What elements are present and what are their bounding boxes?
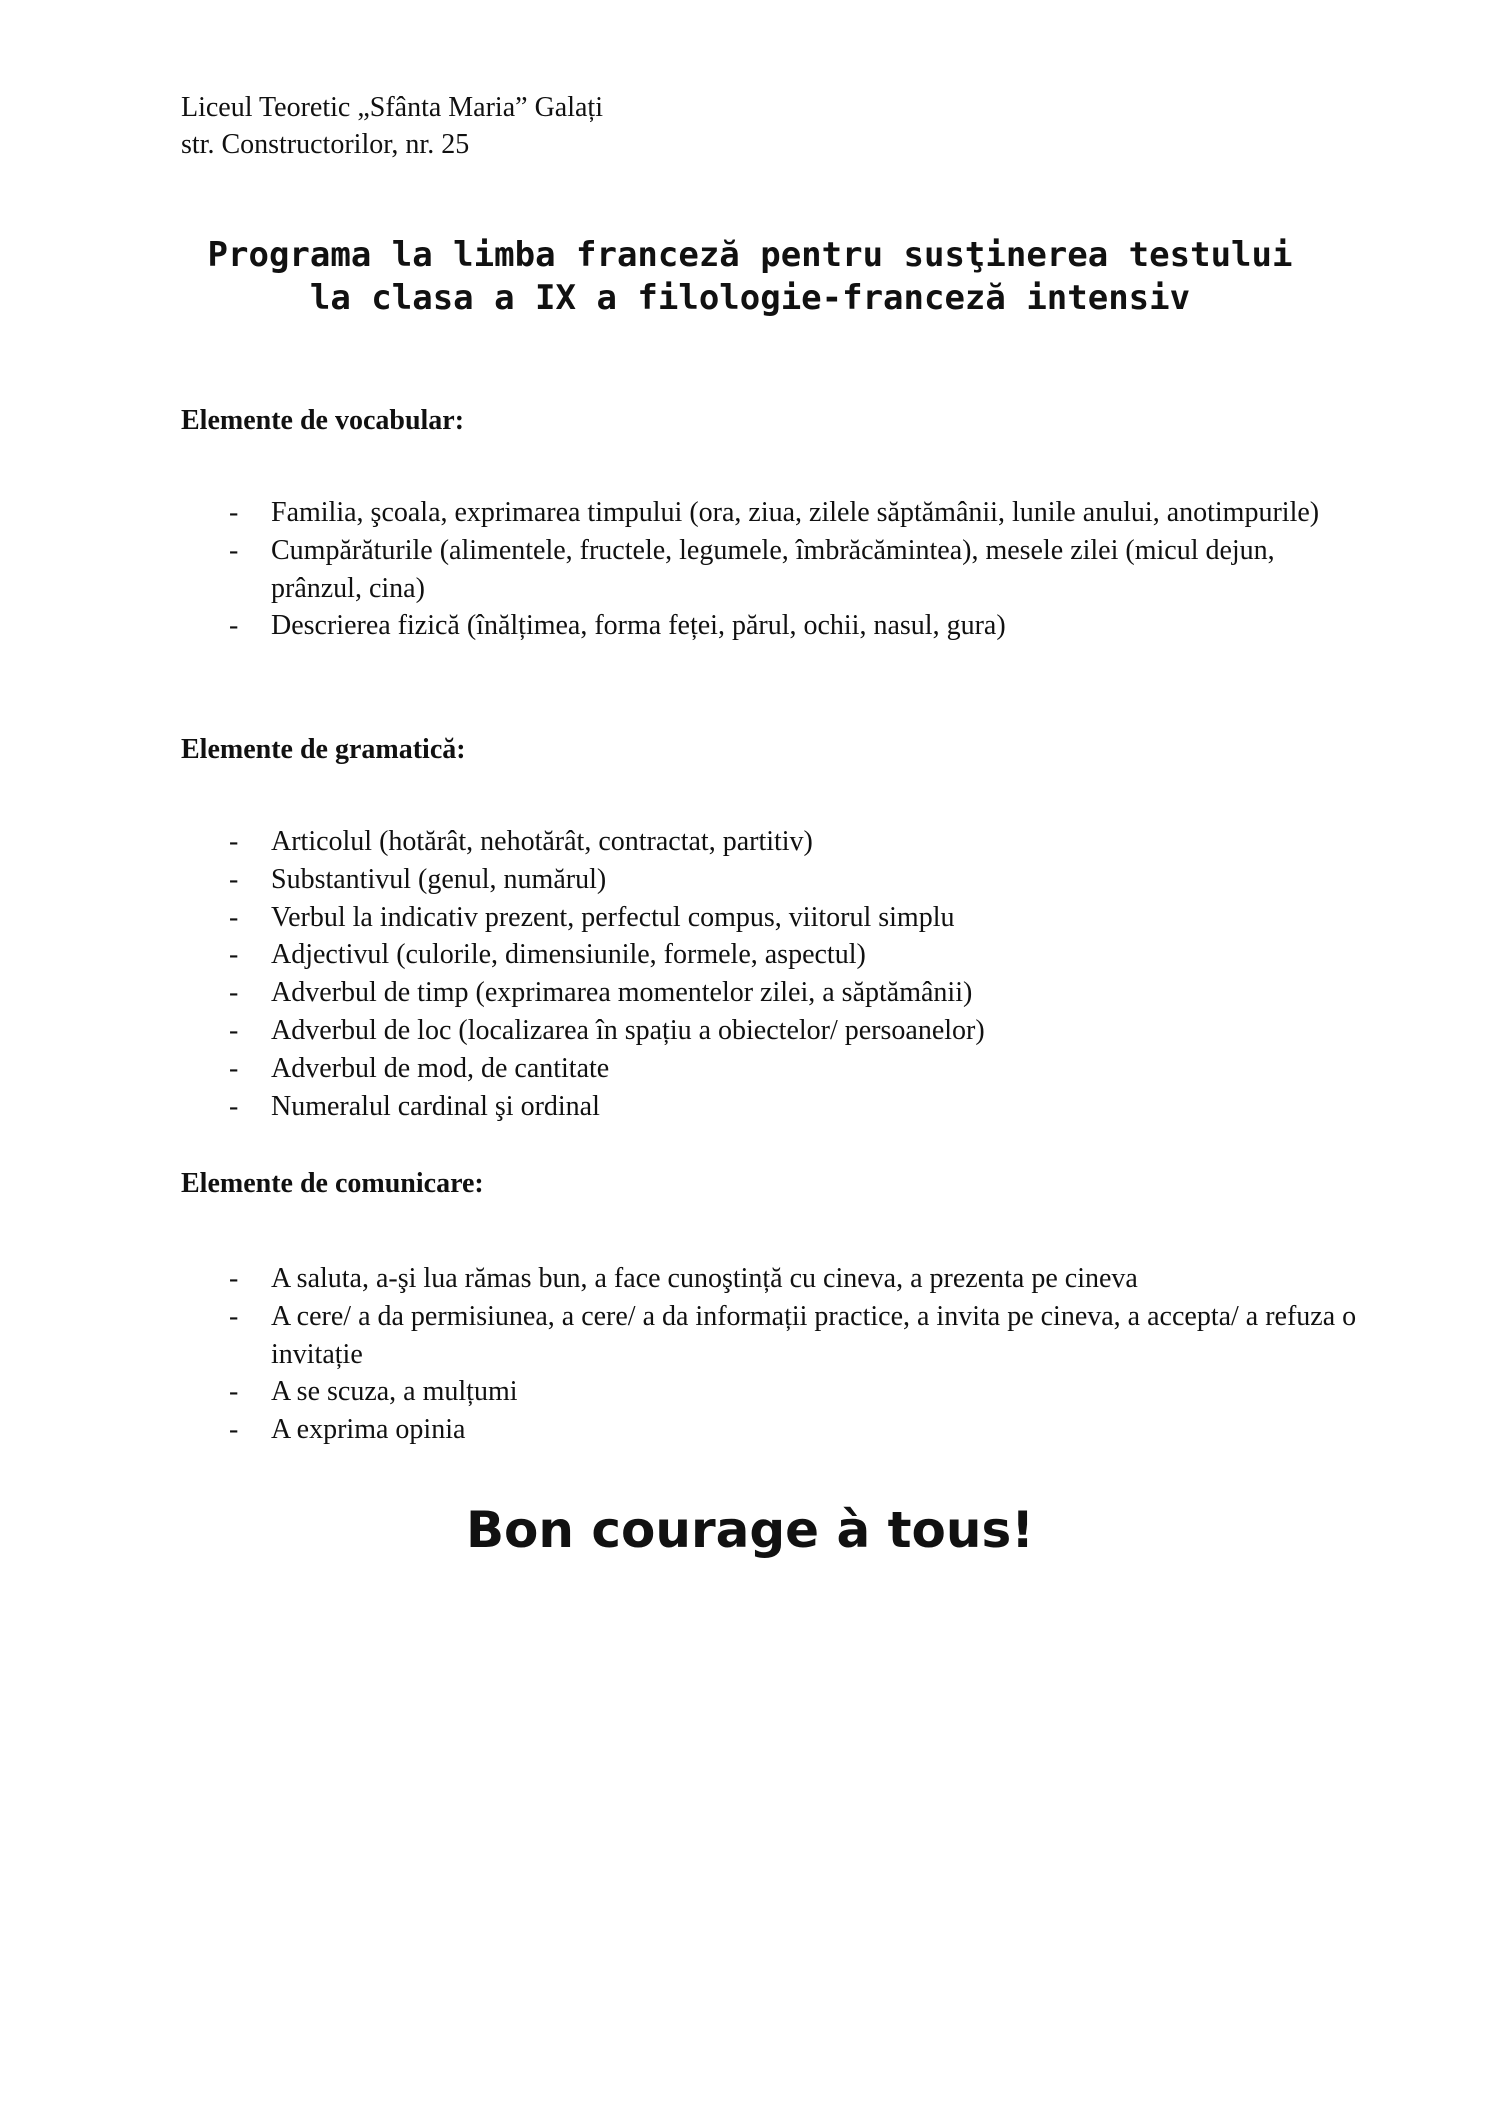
dash-bullet: - [229, 610, 239, 642]
vocabulary-section [181, 402, 1361, 645]
list-item-text: Familia, şcoala, exprimarea timpului (ora, ziua, zilele săptămânii, lunile anului, anotimpurile) [271, 497, 1320, 528]
dash-bullet: - [229, 863, 239, 895]
dash-bullet: - [229, 1052, 239, 1084]
dash-bullet: - [229, 977, 239, 1009]
dash-bullet: - [229, 1414, 239, 1446]
communication-section [181, 1165, 1361, 1449]
title-line-1: Programa la limba franceză pentru susţinerea testului [207, 235, 1293, 275]
dash-bullet: - [229, 939, 239, 971]
list-item-text: A cere/ a da permisiunea, a cere/ a da informații practice, a invita pe cineva, a accepta/ a refuza o invitație [271, 1300, 1357, 1370]
list-item [181, 1411, 1361, 1449]
list-item-text: A se scuza, a mulțumi [271, 1376, 518, 1408]
dash-bullet: - [229, 1376, 239, 1408]
dash-bullet: - [229, 534, 239, 566]
school-address: str. Constructorilor, nr. 25 [181, 129, 470, 160]
list-item-text: Adverbul de timp (exprimarea momentelor zilei, a săptămânii) [271, 977, 973, 1009]
dash-bullet: - [229, 826, 239, 857]
document-title [0, 234, 1500, 320]
list-item-text: Descrierea fizică (înălțimea, forma feței, părul, ochii, nasul, gura) [271, 610, 1006, 642]
list-item-text: Numeralul cardinal şi ordinal [271, 1090, 600, 1122]
list-item [181, 532, 1361, 608]
list-item [181, 1260, 1361, 1298]
list-item [181, 974, 1361, 1012]
dash-bullet: - [229, 901, 239, 933]
list-item [181, 1373, 1361, 1411]
list-item [181, 494, 1361, 532]
dash-bullet: - [229, 497, 239, 528]
list-item [181, 861, 1361, 899]
school-header [181, 89, 603, 163]
dash-bullet: - [229, 1263, 239, 1294]
list-item [181, 1088, 1361, 1126]
list-item-text: A saluta, a-şi lua rămas bun, a face cunoştință cu cineva, a prezenta pe cineva [271, 1263, 1138, 1294]
list-item [181, 607, 1361, 645]
school-name: Liceul Teoretic „Sfânta Maria” Galați [181, 92, 603, 123]
list-item-text: Substantivul (genul, numărul) [271, 863, 607, 895]
list-item-text: Articolul (hotărât, nehotărât, contractat, partitiv) [271, 826, 813, 857]
vocabulary-heading: Elemente de vocabular: [181, 405, 465, 436]
grammar-list [181, 823, 1361, 1125]
list-item [181, 823, 1361, 861]
list-item-text: Cumpărăturile (alimentele, fructele, legumele, îmbrăcămintea), mesele zilei (micul dejun, prânzul, cina) [271, 534, 1275, 604]
list-item [181, 1298, 1361, 1374]
list-item-text: Adverbul de loc (localizarea în spațiu a obiectelor/ persoanelor) [271, 1014, 985, 1046]
dash-bullet: - [229, 1090, 239, 1122]
communication-heading: Elemente de comunicare: [181, 1168, 484, 1199]
list-item-text: Verbul la indicativ prezent, perfectul compus, viitorul simplu [271, 901, 955, 933]
grammar-section [181, 731, 1361, 1125]
list-item-text: Adverbul de mod, de cantitate [271, 1052, 610, 1084]
list-item-text: A exprima opinia [271, 1414, 466, 1446]
title-line-2: la clasa a IX a filologie-franceză intensiv [309, 278, 1191, 318]
list-item [181, 1012, 1361, 1050]
dash-bullet: - [229, 1300, 239, 1332]
list-item [181, 936, 1361, 974]
dash-bullet: - [229, 1014, 239, 1046]
list-item-text: Adjectivul (culorile, dimensiunile, formele, aspectul) [271, 939, 866, 971]
list-item [181, 1050, 1361, 1088]
communication-list [181, 1260, 1361, 1449]
grammar-heading: Elemente de gramatică: [181, 734, 466, 765]
list-item [181, 899, 1361, 937]
vocabulary-list [181, 494, 1361, 645]
closing-message: Bon courage à tous! [465, 1501, 1035, 1559]
